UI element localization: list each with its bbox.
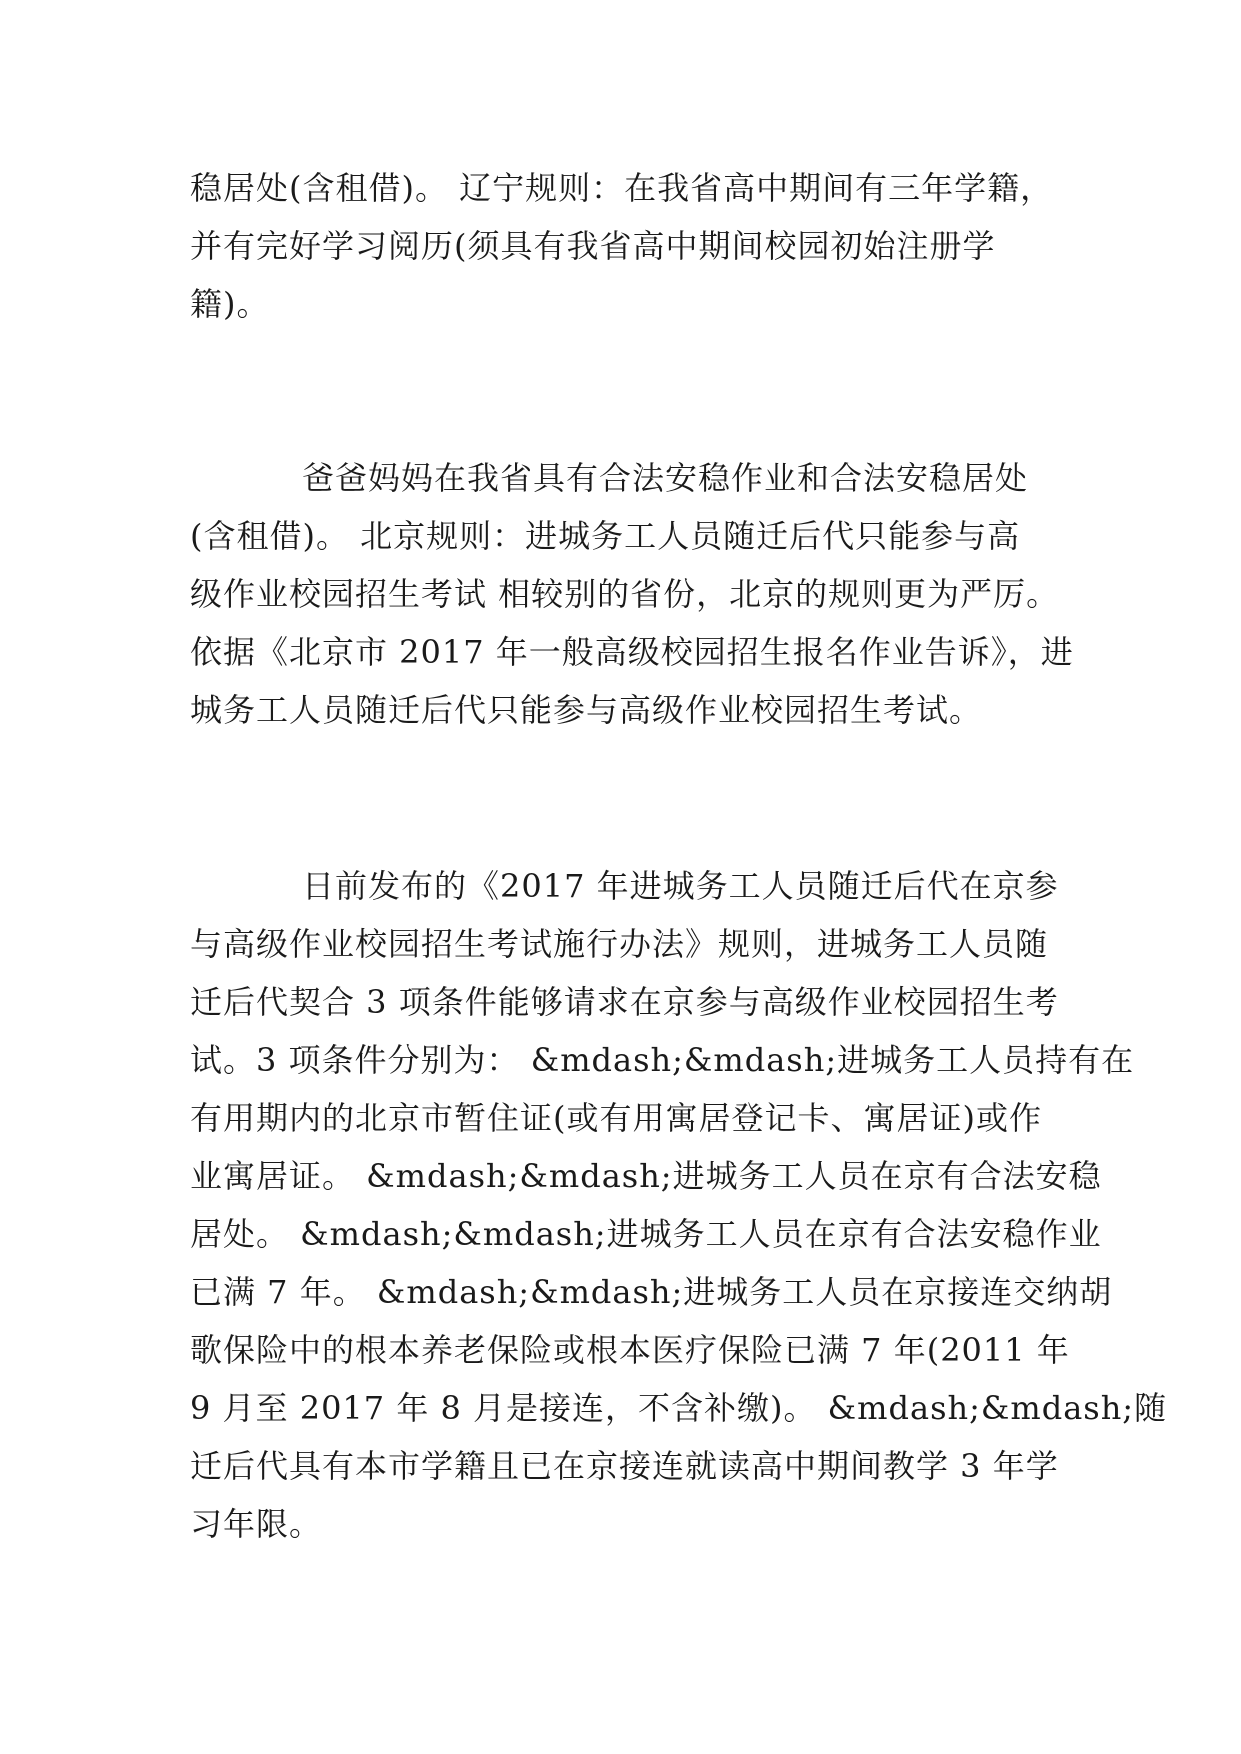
paragraph-implementation-measures (190, 857, 1168, 1553)
text-line: 迁后代具有本市学籍且已在京接连就读高中期间教学 3 年学 (190, 1447, 1059, 1485)
text-line: 并有完好学习阅历(须具有我省高中期间校园初始注册学 (190, 227, 996, 265)
text-line: 稳居处(含租借)。 辽宁规则：在我省高中期间有三年学籍， (190, 169, 1054, 207)
text-line: 习年限。 (190, 1505, 323, 1543)
text-line: 业寓居证。 &mdash;&mdash;进城务工人员在京有合法安稳 (190, 1157, 1102, 1195)
text-line: 居处。 &mdash;&mdash;进城务工人员在京有合法安稳作业 (190, 1215, 1102, 1253)
text-line: 有用期内的北京市暂住证(或有用寓居登记卡、寓居证)或作 (190, 1099, 1042, 1137)
text-line: 籍)。 (190, 285, 270, 323)
text-line: 爸爸妈妈在我省具有合法安稳作业和合法安稳居处 (302, 459, 1029, 497)
text-line: 日前发布的《2017 年进城务工人员随迁后代在京参 (302, 867, 1059, 905)
text-line: 已满 7 年。 &mdash;&mdash;进城务工人员在京接连交纳胡 (190, 1273, 1113, 1311)
text-line: 试。3 项条件分别为： &mdash;&mdash;进城务工人员持有在 (190, 1041, 1135, 1079)
text-line: 级作业校园招生考试 相较别的省份，北京的规则更为严厉。 (190, 575, 1060, 613)
text-line: 城务工人员随迁后代只能参与高级作业校园招生考试。 (190, 691, 983, 729)
text-line: (含租借)。 北京规则：进城务工人员随迁后代只能参与高 (190, 517, 1021, 555)
text-line: 与高级作业校园招生考试施行办法》规则，进城务工人员随 (190, 925, 1049, 963)
text-line: 9 月至 2017 年 8 月是接连，不含补缴)。 &mdash;&mdash;随 (190, 1389, 1168, 1427)
text-line: 歌保险中的根本养老保险或根本医疗保险已满 7 年(2011 年 (190, 1331, 1070, 1369)
paragraph-beijing-rules (190, 449, 1074, 739)
text-line: 迁后代契合 3 项条件能够请求在京参与高级作业校园招生考 (190, 983, 1059, 1021)
paragraph-liaoning-rules (190, 159, 1070, 333)
text-line: 依据《北京市 2017 年一般高级校园招生报名作业告诉》，进 (190, 633, 1074, 671)
